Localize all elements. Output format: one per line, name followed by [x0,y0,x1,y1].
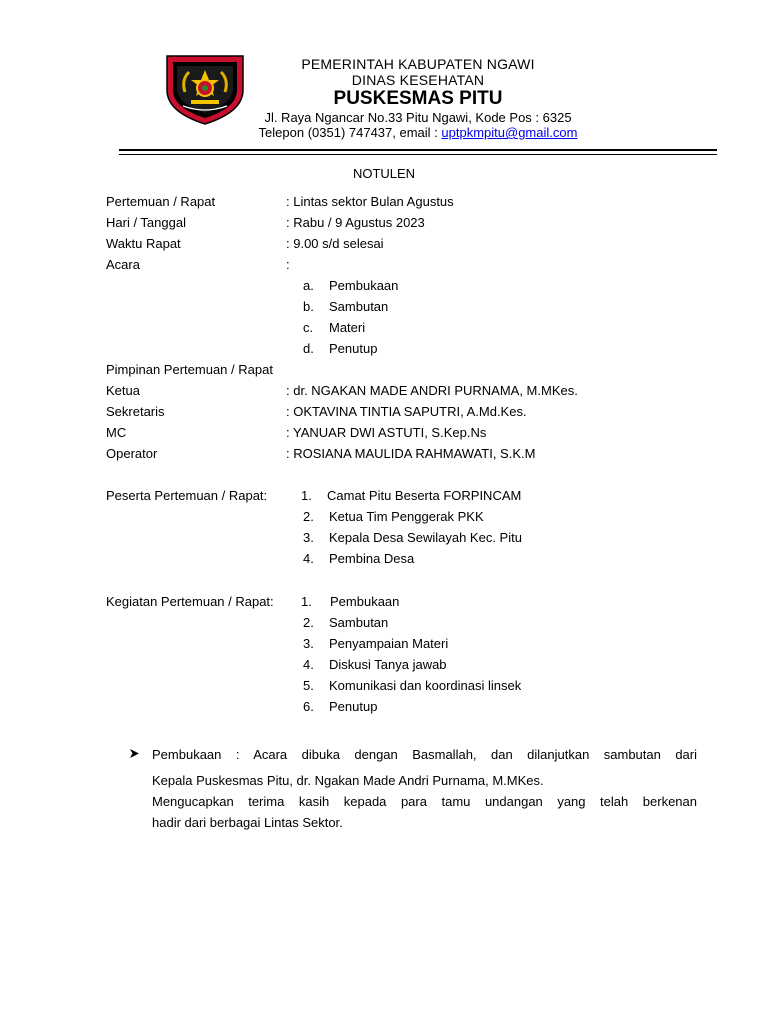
list-marker: 5. [303,678,314,693]
waktu-value: : 9.00 s/d selesai [286,236,384,251]
peserta-label: Peserta Pertemuan / Rapat: [106,488,268,503]
list-item: Camat Pitu Beserta FORPINCAM [327,488,522,503]
list-marker: 1. [301,594,312,609]
ngawi-regency-crest-icon [163,50,247,126]
list-marker: b. [303,299,314,314]
pertemuan-value: : Lintas sektor Bulan Agustus [286,194,454,209]
list-item: Sambutan [329,615,389,630]
list-marker: 1. [301,488,312,503]
list-item: Ketua Tim Penggerak PKK [329,509,484,524]
list-marker: d. [303,341,314,356]
sekretaris-label: Sekretaris [106,404,165,419]
list-item: Pembina Desa [329,551,415,566]
pertemuan-label: Pertemuan / Rapat [106,194,216,209]
list-marker: c. [303,320,314,335]
list-marker: 6. [303,699,314,714]
letterhead-contact [248,125,588,140]
hari-value: : Rabu / 9 Agustus 2023 [286,215,425,230]
ketua-value: : dr. NGAKAN MADE ANDRI PURNAMA, M.MKes. [286,383,578,398]
pembukaan-line-1: Pembukaan : Acara dibuka dengan Basmallah, dan dilanjutkan sambutan dari [152,747,697,762]
list-marker: 2. [303,615,314,630]
acara-colon: : [286,257,290,272]
letterhead-institution: PUSKESMAS PITU [333,88,503,109]
list-marker: 3. [303,530,314,545]
letterhead [248,56,588,140]
letterhead-address: Jl. Raya Ngancar No.33 Pitu Ngawi, Kode Pos : 6325 [264,110,572,125]
letterhead-divider-thick [119,149,717,151]
sekretaris-value: : OKTAVINA TINTIA SAPUTRI, A.Md.Kes. [286,404,527,419]
list-item: Komunikasi dan koordinasi linsek [329,678,522,693]
leadership-heading: Pimpinan Pertemuan / Rapat [106,362,273,377]
document-title: NOTULEN [352,166,416,181]
pembukaan-line-3: Mengucapkan terima kasih kepada para tamu undangan yang telah berkenan [152,794,697,809]
list-marker: 4. [303,551,314,566]
hari-label: Hari / Tanggal [106,215,186,230]
kegiatan-label: Kegiatan Pertemuan / Rapat: [106,594,274,609]
operator-value: : ROSIANA MAULIDA RAHMAWATI, S.K.M [286,446,536,461]
list-item: Pembukaan [329,278,399,293]
list-item: Kepala Desa Sewilayah Kec. Pitu [329,530,522,545]
pembukaan-line-2: Kepala Puskesmas Pitu, dr. Ngakan Made Andri Purnama, M.MKes. [152,773,544,788]
acara-label: Acara [106,257,140,272]
list-marker: 4. [303,657,314,672]
list-item: Penutup [329,341,378,356]
list-item: Pembukaan [330,594,400,609]
letterhead-department: DINAS KESEHATAN [351,72,485,88]
list-item: Diskusi Tanya jawab [329,657,447,672]
waktu-label: Waktu Rapat [106,236,181,251]
list-marker: a. [303,278,314,293]
list-item: Penutup [329,699,378,714]
letterhead-government: PEMERINTAH KABUPATEN NGAWI [301,56,535,72]
ketua-label: Ketua [106,383,140,398]
list-marker: 2. [303,509,314,524]
arrow-bullet-icon [129,748,140,759]
list-item: Materi [329,320,366,335]
list-item: Penyampaian Materi [329,636,449,651]
letterhead-divider-thin [119,154,717,155]
mc-label: MC [106,425,127,440]
list-item: Sambutan [329,299,389,314]
operator-label: Operator [106,446,158,461]
mc-value: : YANUAR DWI ASTUTI, S.Kep.Ns [286,425,487,440]
letterhead-phone: Telepon (0351) 747437, email : [258,125,442,140]
list-marker: 3. [303,636,314,651]
email-link[interactable]: uptpkmpitu@gmail.com [441,125,578,140]
pembukaan-line-4: hadir dari berbagai Lintas Sektor. [152,815,343,830]
